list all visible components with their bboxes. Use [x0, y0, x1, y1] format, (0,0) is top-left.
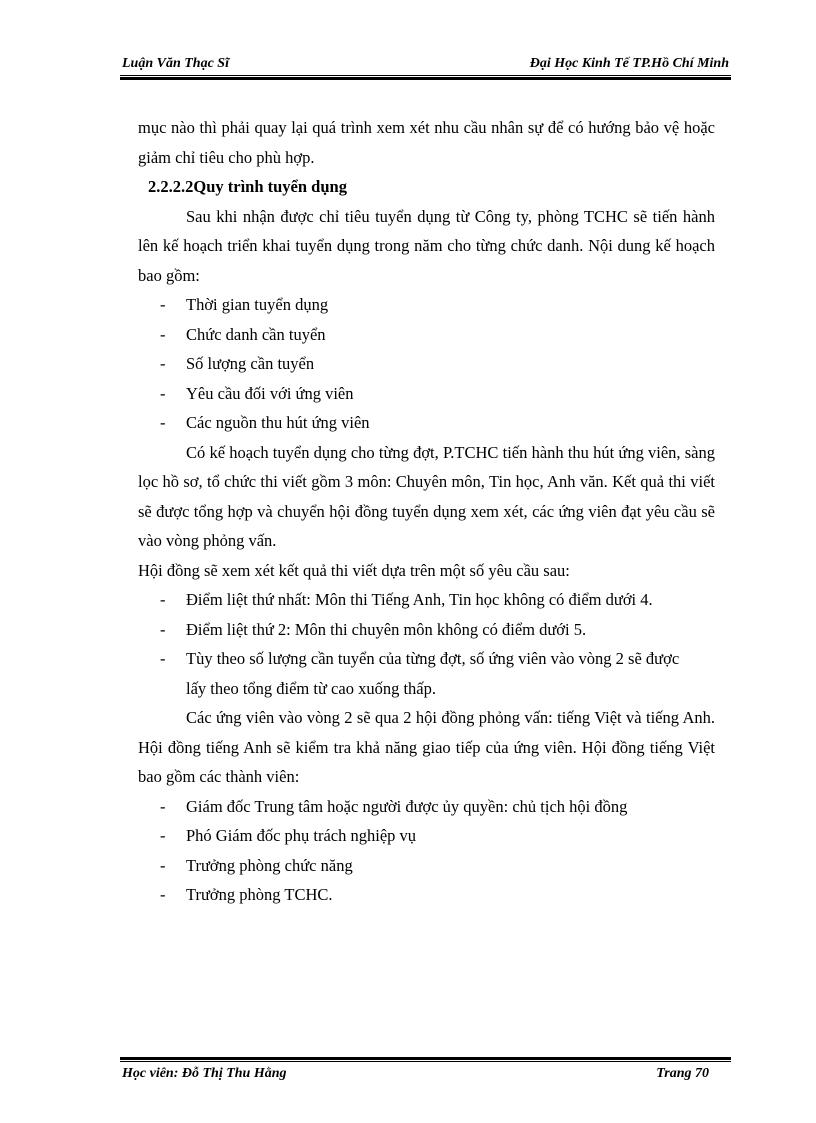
- header-thesis-title: Luận Văn Thạc Sĩ: [122, 56, 229, 71]
- page-body: [138, 113, 715, 910]
- list-item: [138, 379, 715, 409]
- dash-marker: -: [160, 885, 166, 904]
- paragraph-4: Hội đồng sẽ xem xét kết quả thi viết dựa trên một số yêu cầu sau:: [138, 560, 570, 580]
- header-university: Đại Học Kinh Tế TP.Hồ Chí Minh: [529, 56, 729, 71]
- dash-marker: -: [160, 649, 166, 668]
- list-item: [138, 290, 715, 320]
- list-item-text: Điểm liệt thứ nhất: Môn thi Tiếng Anh, Tin học không có điểm dưới 4.: [186, 590, 653, 609]
- dash-marker: -: [160, 383, 166, 403]
- dash-marker: -: [160, 619, 166, 639]
- criteria-list: [138, 585, 715, 703]
- dash-marker: -: [160, 826, 166, 845]
- list-item: [138, 644, 715, 674]
- list-item: [138, 349, 715, 379]
- dash-marker: -: [160, 295, 166, 314]
- dash-marker: -: [160, 413, 166, 432]
- list-item: [138, 408, 715, 438]
- list-item-text: Phó Giám đốc phụ trách nghiệp vụ: [186, 826, 417, 845]
- dash-marker: -: [160, 590, 166, 609]
- header-rule-thick: [120, 77, 731, 80]
- section-heading: 2.2.2.2Quy trình tuyển dụng: [148, 177, 347, 196]
- dash-marker: -: [160, 354, 166, 373]
- header-row: [120, 56, 731, 72]
- footer-row: [120, 1062, 731, 1082]
- list-item: [138, 880, 715, 910]
- list-item-text: Giám đốc Trung tâm hoặc người được ủy quyền: chủ tịch hội đồng: [186, 796, 628, 816]
- list-item-text: Tùy theo số lượng cần tuyển của từng đợt, số ứng viên vào vòng 2 sẽ được: [186, 649, 680, 668]
- list-item-continuation: lấy theo tổng điểm từ cao xuống thấp.: [186, 678, 436, 698]
- paragraph-2: Sau khi nhận được chỉ tiêu tuyển dụng từ Công ty, phòng TCHC sẽ tiến hành lên kế hoạch triển khai tuyển dụng trong năm cho từng chức danh. Nội dung kế hoạch bao gồm:: [138, 206, 715, 285]
- list-item-text: Trưởng phòng chức năng: [186, 855, 353, 875]
- list-item: [138, 585, 715, 615]
- list-item-text: Trưởng phòng TCHC.: [186, 885, 333, 904]
- list-item-text: Các nguồn thu hút ứng viên: [186, 413, 370, 432]
- page-number: Trang 70: [656, 1066, 709, 1081]
- footer-rule-thick: [120, 1057, 731, 1060]
- dash-marker: -: [160, 855, 166, 875]
- page-footer: [120, 1057, 731, 1082]
- dash-marker: -: [160, 796, 166, 816]
- list-item: [138, 792, 715, 822]
- list-item: [138, 851, 715, 881]
- list-item-text: Điểm liệt thứ 2: Môn thi chuyên môn không có điểm dưới 5.: [186, 619, 587, 639]
- list-item: [138, 320, 715, 350]
- council-members-list: [138, 792, 715, 910]
- dash-marker: -: [160, 324, 166, 344]
- list-item-text: Thời gian tuyển dụng: [186, 295, 329, 314]
- list-item: [138, 821, 715, 851]
- list-item-text: Yêu cầu đối với ứng viên: [186, 383, 354, 403]
- paragraph-5: Các ứng viên vào vòng 2 sẽ qua 2 hội đồng phỏng vấn: tiếng Việt và tiếng Anh. Hội đồng tiếng Anh sẽ kiểm tra khả năng giao tiếp của ứng viên. Hội đồng tiếng Việt bao gồm các thành viên:: [138, 708, 715, 786]
- list-item: [138, 615, 715, 645]
- paragraph-3: Có kế hoạch tuyển dụng cho từng đợt, P.TCHC tiến hành thu hút ứng viên, sàng lọc hồ sơ, tổ chức thi viết gồm 3 môn: Chuyên môn, Tin học, Anh văn. Kết quả thi viết sẽ được tổng hợp và chuyển hội đồng tuyển dụng xem xét, các ứng viên đạt yêu cầu sẽ vào vòng phỏng vấn.: [138, 442, 715, 550]
- footer-author: Học viên: Đỗ Thị Thu Hằng: [122, 1066, 287, 1081]
- paragraph-1: mục nào thì phải quay lại quá trình xem xét nhu cầu nhân sự để có hướng bảo vệ hoặc giảm chỉ tiêu cho phù hợp.: [138, 118, 715, 167]
- page-header: [120, 56, 731, 80]
- header-rule-thin: [120, 75, 731, 76]
- list-item-text: Chức danh cần tuyển: [186, 324, 326, 344]
- plan-contents-list: [138, 290, 715, 438]
- list-item-text: Số lượng cần tuyển: [186, 354, 315, 373]
